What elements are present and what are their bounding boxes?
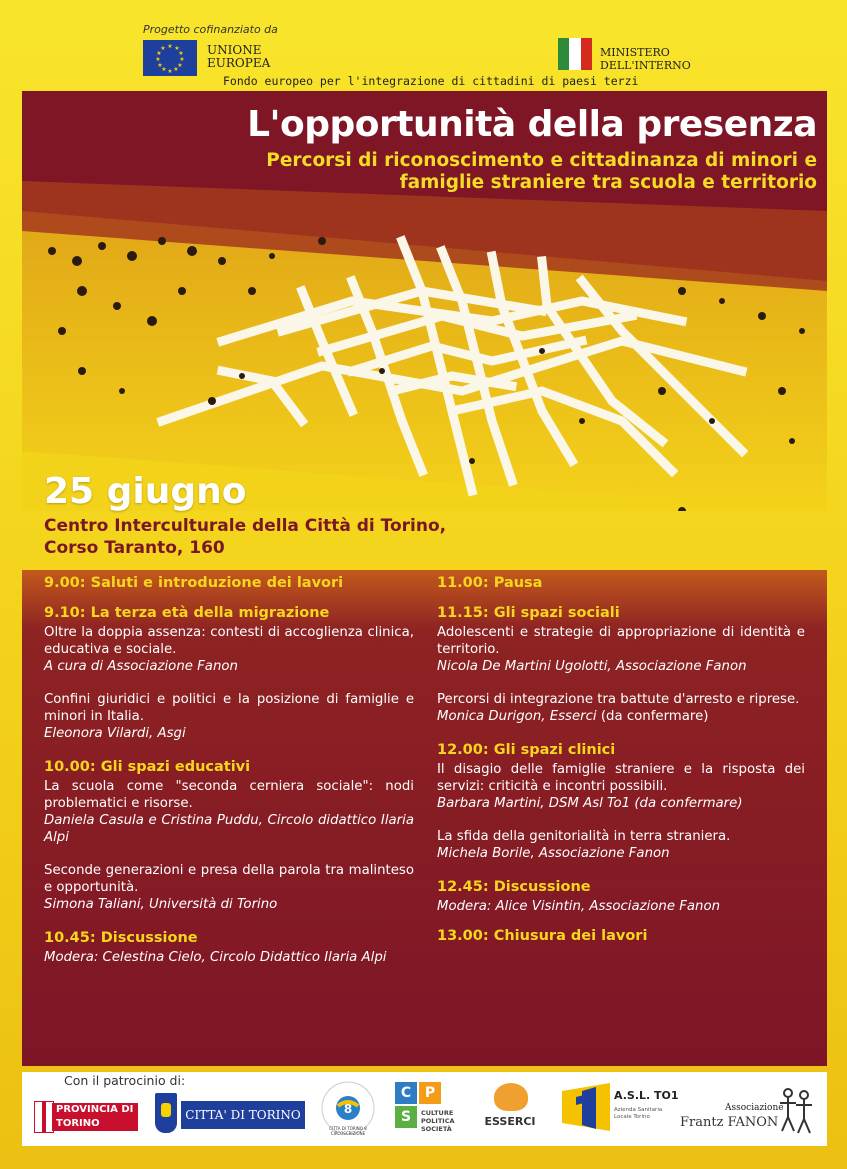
- torino-shield-icon: [155, 1093, 177, 1133]
- talk: [44, 691, 414, 742]
- session-social: [437, 604, 805, 725]
- eu-stars: [143, 40, 197, 76]
- italy-flag-icon: [558, 38, 592, 70]
- talk-description: Adolescenti e strategie di appropriazione di identità e territorio.: [437, 625, 805, 657]
- talk-description: La sfida della genitorialità in terra straniera.: [437, 829, 731, 844]
- fanon-assoc: Associazione: [725, 1103, 784, 1113]
- svg-text:★: ★: [160, 45, 166, 52]
- svg-text:★: ★: [174, 45, 180, 52]
- svg-text:★: ★: [173, 66, 179, 73]
- talk-author: [437, 708, 805, 725]
- session-time: 13.00: Chiusura dei lavori: [437, 928, 648, 944]
- session-third-age: [44, 604, 414, 742]
- asl-mark-icon: [562, 1083, 612, 1133]
- talk: [44, 778, 414, 846]
- talk-author: Eleonora Vilardi, Asgi: [44, 726, 186, 741]
- talk-author: Barbara Martini, DSM Asl To1 (da confermare): [437, 796, 743, 811]
- svg-text:8: 8: [343, 1102, 353, 1116]
- svg-text:★: ★: [156, 50, 162, 57]
- session-time: 11.15: Gli spazi sociali: [437, 605, 620, 621]
- svg-text:★: ★: [178, 50, 184, 57]
- session-break: [437, 574, 805, 592]
- svg-text:★: ★: [161, 66, 167, 73]
- session-time: 12.00: Gli spazi clinici: [437, 742, 616, 758]
- talk-description: Percorsi di integrazione tra battute d'arresto e riprese.: [437, 692, 800, 707]
- svg-text:★: ★: [155, 56, 161, 63]
- poster-subtitle: [266, 150, 817, 194]
- asl-logo: [562, 1083, 679, 1135]
- cofinanced-label: Progetto cofinanziato da: [143, 23, 278, 36]
- talk-author: Nicola De Martini Ugolotti, Associazione Fanon: [437, 659, 747, 674]
- cps-c: C: [395, 1082, 417, 1104]
- provincia-shield-icon: [34, 1101, 54, 1133]
- cps-text: CULTURE POLITICA SOCIETÀ: [421, 1109, 455, 1133]
- svg-text:★: ★: [167, 43, 173, 50]
- subtitle-line1: Percorsi di riconoscimento e cittadinanza di minori e: [266, 150, 817, 171]
- circoscrizione-name: CITTA DI TORINO 8 CIRCOSCRIZIONE: [329, 1126, 367, 1136]
- event-date: 25 giugno: [44, 471, 247, 512]
- provincia-logo: [30, 1095, 140, 1133]
- asl-subtitle: Azienda Sanitaria Locale Torino: [614, 1107, 663, 1120]
- talk-description: Il disagio delle famiglie straniere e la risposta dei servizi: criticità e incontri possibili.: [437, 762, 805, 794]
- session-welcome: [44, 574, 414, 592]
- circoscrizione-logo: [320, 1080, 376, 1136]
- talk-author: Simona Taliani, Università di Torino: [44, 897, 278, 912]
- session-educational: [44, 758, 414, 913]
- session-discussion-2: [437, 878, 805, 915]
- moderator: Modera: Celestina Cielo, Circolo Didattico Ilaria Alpi: [44, 950, 387, 965]
- talk-description: Oltre la doppia assenza: contesti di accoglienza clinica, educativa e sociale.: [44, 625, 414, 657]
- session-time: 9.00: Saluti e introduzione dei lavori: [44, 575, 344, 591]
- talk: [437, 828, 805, 862]
- fund-label: Fondo europeo per l'integrazione di cittadini di paesi terzi: [223, 74, 639, 88]
- talk-description: La scuola come "seconda cerniera sociale": nodi problematici e risorse.: [44, 779, 414, 811]
- session-discussion-1: [44, 929, 414, 966]
- talk-author: A cura di Associazione Fanon: [44, 659, 238, 674]
- eu-name: [207, 44, 270, 70]
- patronage-label: Con il patrocinio di:: [64, 1073, 186, 1088]
- provincia-name: PROVINCIA DI TORINO: [52, 1103, 138, 1131]
- cps-s: S: [395, 1106, 417, 1128]
- ministry-name: [600, 46, 691, 72]
- session-time: 10.45: Discussione: [44, 930, 198, 946]
- session-time: 9.10: La terza età della migrazione: [44, 605, 330, 621]
- esserci-logo: [478, 1083, 542, 1133]
- session-time: 12.45: Discussione: [437, 879, 591, 895]
- venue-line1: Centro Interculturale della Città di Torino,: [44, 516, 447, 536]
- eu-line1: UNIONE: [207, 43, 262, 57]
- talk-description: Seconde generazioni e presa della parola tra malinteso e opportunità.: [44, 863, 414, 895]
- ministry-line2: DELL'INTERNO: [600, 59, 691, 72]
- event-venue: [44, 515, 446, 559]
- eu-flag-icon: [143, 40, 197, 76]
- poster-title: L'opportunità della presenza: [247, 104, 817, 145]
- talk: [437, 624, 805, 675]
- ministry-line1: MINISTERO: [600, 46, 670, 59]
- talk: [44, 862, 414, 913]
- citta-torino-logo: [155, 1093, 305, 1137]
- venue-line2: Corso Taranto, 160: [44, 538, 225, 558]
- esserci-name: ESSERCI: [484, 1115, 536, 1128]
- talk: [437, 761, 805, 812]
- fanon-name: Frantz FANON: [680, 1115, 779, 1130]
- svg-text:★: ★: [167, 68, 173, 75]
- figures-icon: [778, 1085, 814, 1135]
- author-note: (da confermare): [596, 709, 709, 724]
- talk-author: Daniela Casula e Cristina Puddu, Circolo didattico Ilaria Alpi: [44, 813, 414, 845]
- talk-author: Michela Borile, Associazione Fanon: [437, 846, 670, 861]
- session-clinical: [437, 741, 805, 862]
- session-closing: [437, 927, 805, 945]
- talk-description: Confini giuridici e politici e la posizione di famiglie e minori in Italia.: [44, 692, 414, 724]
- talk: [437, 691, 805, 725]
- author-name: Monica Durigon, Esserci: [437, 709, 597, 724]
- program-right-column: [437, 574, 805, 957]
- session-time: 10.00: Gli spazi educativi: [44, 759, 251, 775]
- eu-line2: EUROPEA: [207, 56, 271, 70]
- svg-text:★: ★: [157, 62, 163, 69]
- talk: [44, 624, 414, 675]
- svg-text:★: ★: [179, 56, 185, 63]
- program-left-column: [44, 574, 414, 978]
- citta-name: CITTA' DI TORINO: [181, 1101, 305, 1129]
- session-time: 11.00: Pausa: [437, 575, 543, 591]
- moderator: Modera: Alice Visintin, Associazione Fanon: [437, 899, 721, 914]
- svg-text:★: ★: [177, 62, 183, 69]
- hand-icon: [494, 1083, 528, 1111]
- asl-name: A.S.L. TO1: [614, 1089, 679, 1102]
- cps-logo: [395, 1082, 465, 1138]
- cps-p: P: [419, 1082, 441, 1104]
- subtitle-line2: famiglie straniere tra scuola e territorio: [399, 172, 817, 193]
- fanon-logo: [680, 1083, 820, 1137]
